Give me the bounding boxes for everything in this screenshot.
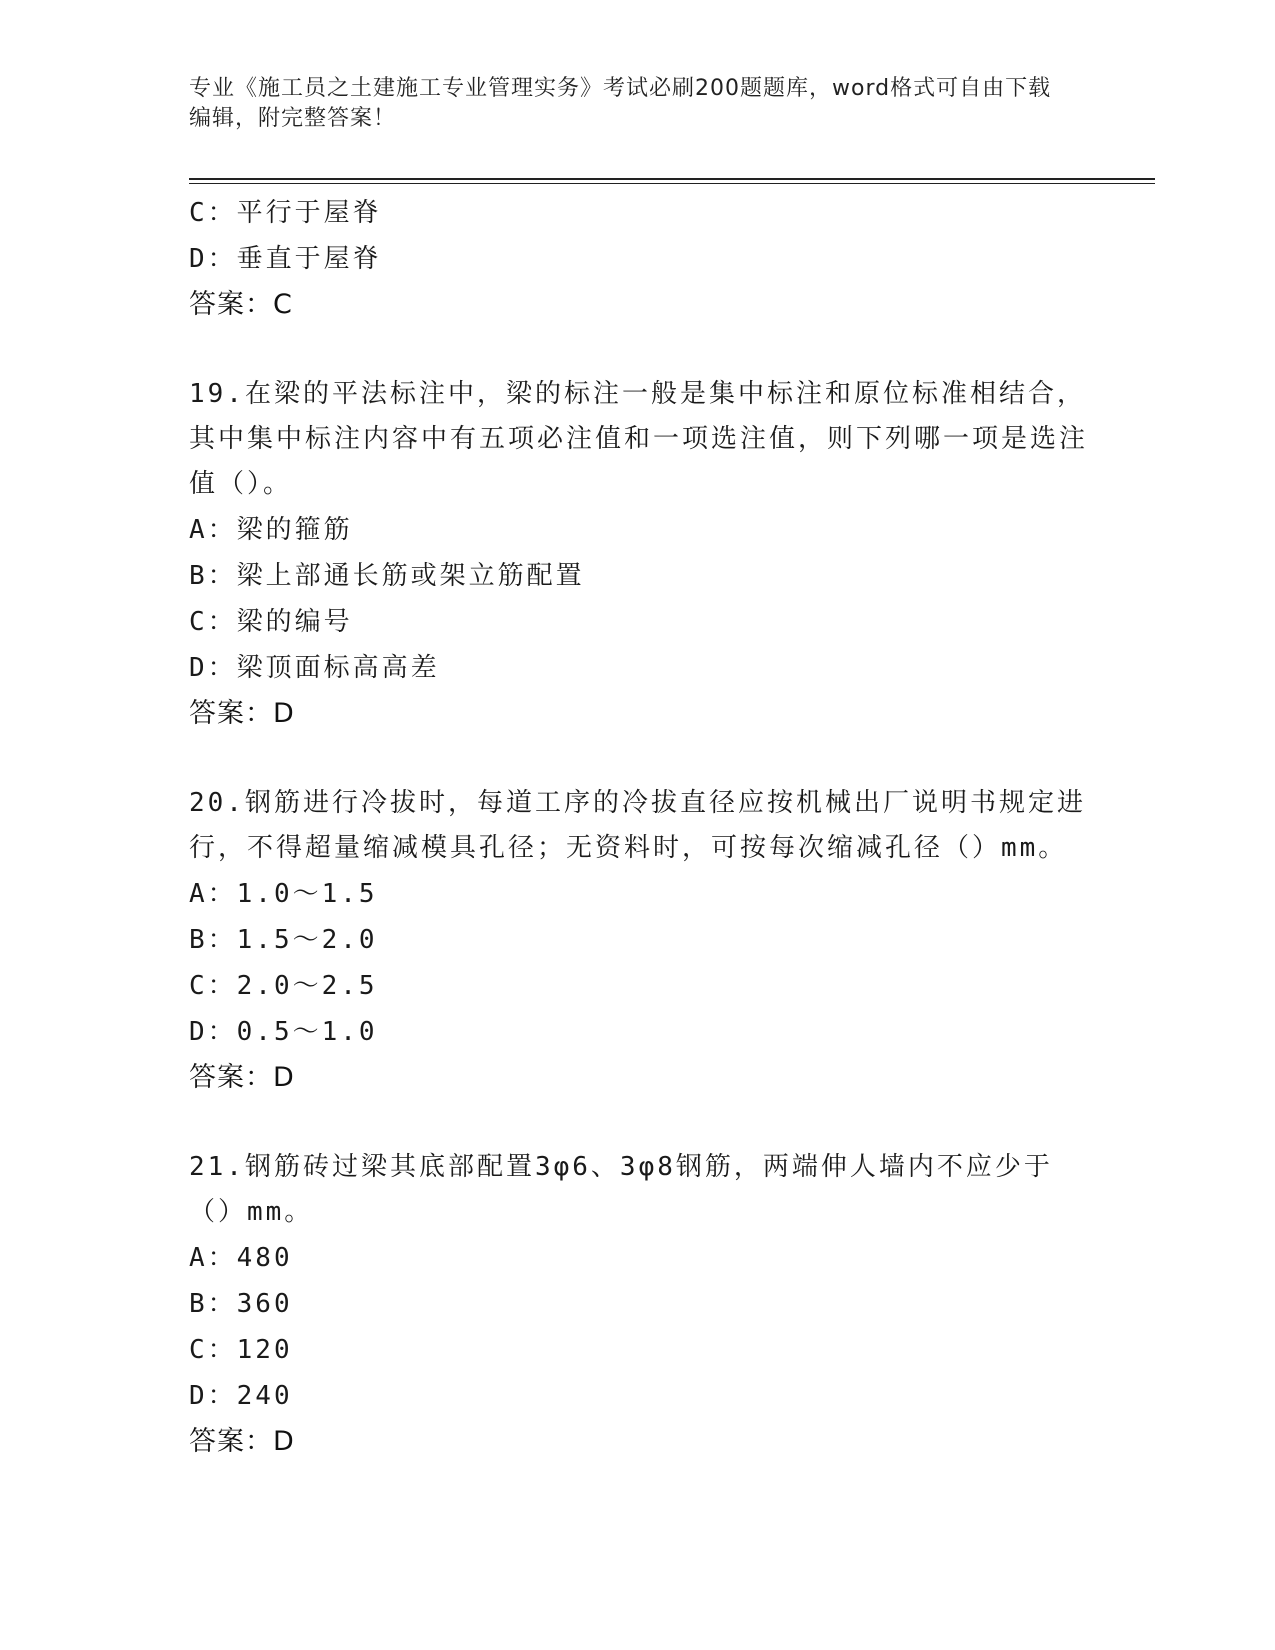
option-d: D：梁顶面标高高差 bbox=[189, 653, 440, 683]
option-b: B：梁上部通长筋或架立筋配置 bbox=[189, 561, 585, 591]
document-body bbox=[189, 190, 1089, 1465]
option-c: C：平行于屋脊 bbox=[189, 198, 382, 228]
option-a: A：1.0～1.5 bbox=[189, 879, 378, 909]
question-fragment bbox=[189, 190, 1089, 328]
question-19 bbox=[189, 372, 1089, 737]
header-rule-thin bbox=[189, 183, 1155, 184]
option-d: D：0.5～1.0 bbox=[189, 1017, 378, 1047]
option-d: D：垂直于屋脊 bbox=[189, 244, 382, 274]
question-stem: 20.钢筋进行冷拔时，每道工序的冷拔直径应按机械出厂说明书规定进行，不得超量缩减模具孔径；无资料时，可按每次缩减孔径（）mm。 bbox=[189, 788, 1086, 863]
option-a: A：480 bbox=[189, 1243, 293, 1273]
option-c: C：2.0～2.5 bbox=[189, 971, 378, 1001]
option-b: B：1.5～2.0 bbox=[189, 925, 378, 955]
header-rule-thick bbox=[189, 178, 1155, 180]
option-b: B：360 bbox=[189, 1289, 293, 1319]
question-21 bbox=[189, 1145, 1089, 1465]
question-stem: 19.在梁的平法标注中，梁的标注一般是集中标注和原位标准相结合，其中集中标注内容中有五项必注值和一项选注值，则下列哪一项是选注值（）。 bbox=[189, 379, 1089, 499]
answer-line: 答案：C bbox=[189, 289, 293, 320]
page-header: 专业《施工员之土建施工专业管理实务》考试必刷200题题库，word格式可自由下载编辑，附完整答案！ bbox=[189, 76, 1052, 131]
question-20 bbox=[189, 781, 1089, 1101]
option-c: C：梁的编号 bbox=[189, 607, 353, 637]
answer-line: 答案：D bbox=[189, 1426, 295, 1457]
option-a: A：梁的箍筋 bbox=[189, 515, 353, 545]
answer-line: 答案：D bbox=[189, 698, 295, 729]
option-d: D：240 bbox=[189, 1381, 293, 1411]
question-stem: 21.钢筋砖过梁其底部配置3φ6、3φ8钢筋，两端伸人墙内不应少于（）mm。 bbox=[189, 1152, 1053, 1227]
option-c: C：120 bbox=[189, 1335, 293, 1365]
answer-line: 答案：D bbox=[189, 1062, 295, 1093]
